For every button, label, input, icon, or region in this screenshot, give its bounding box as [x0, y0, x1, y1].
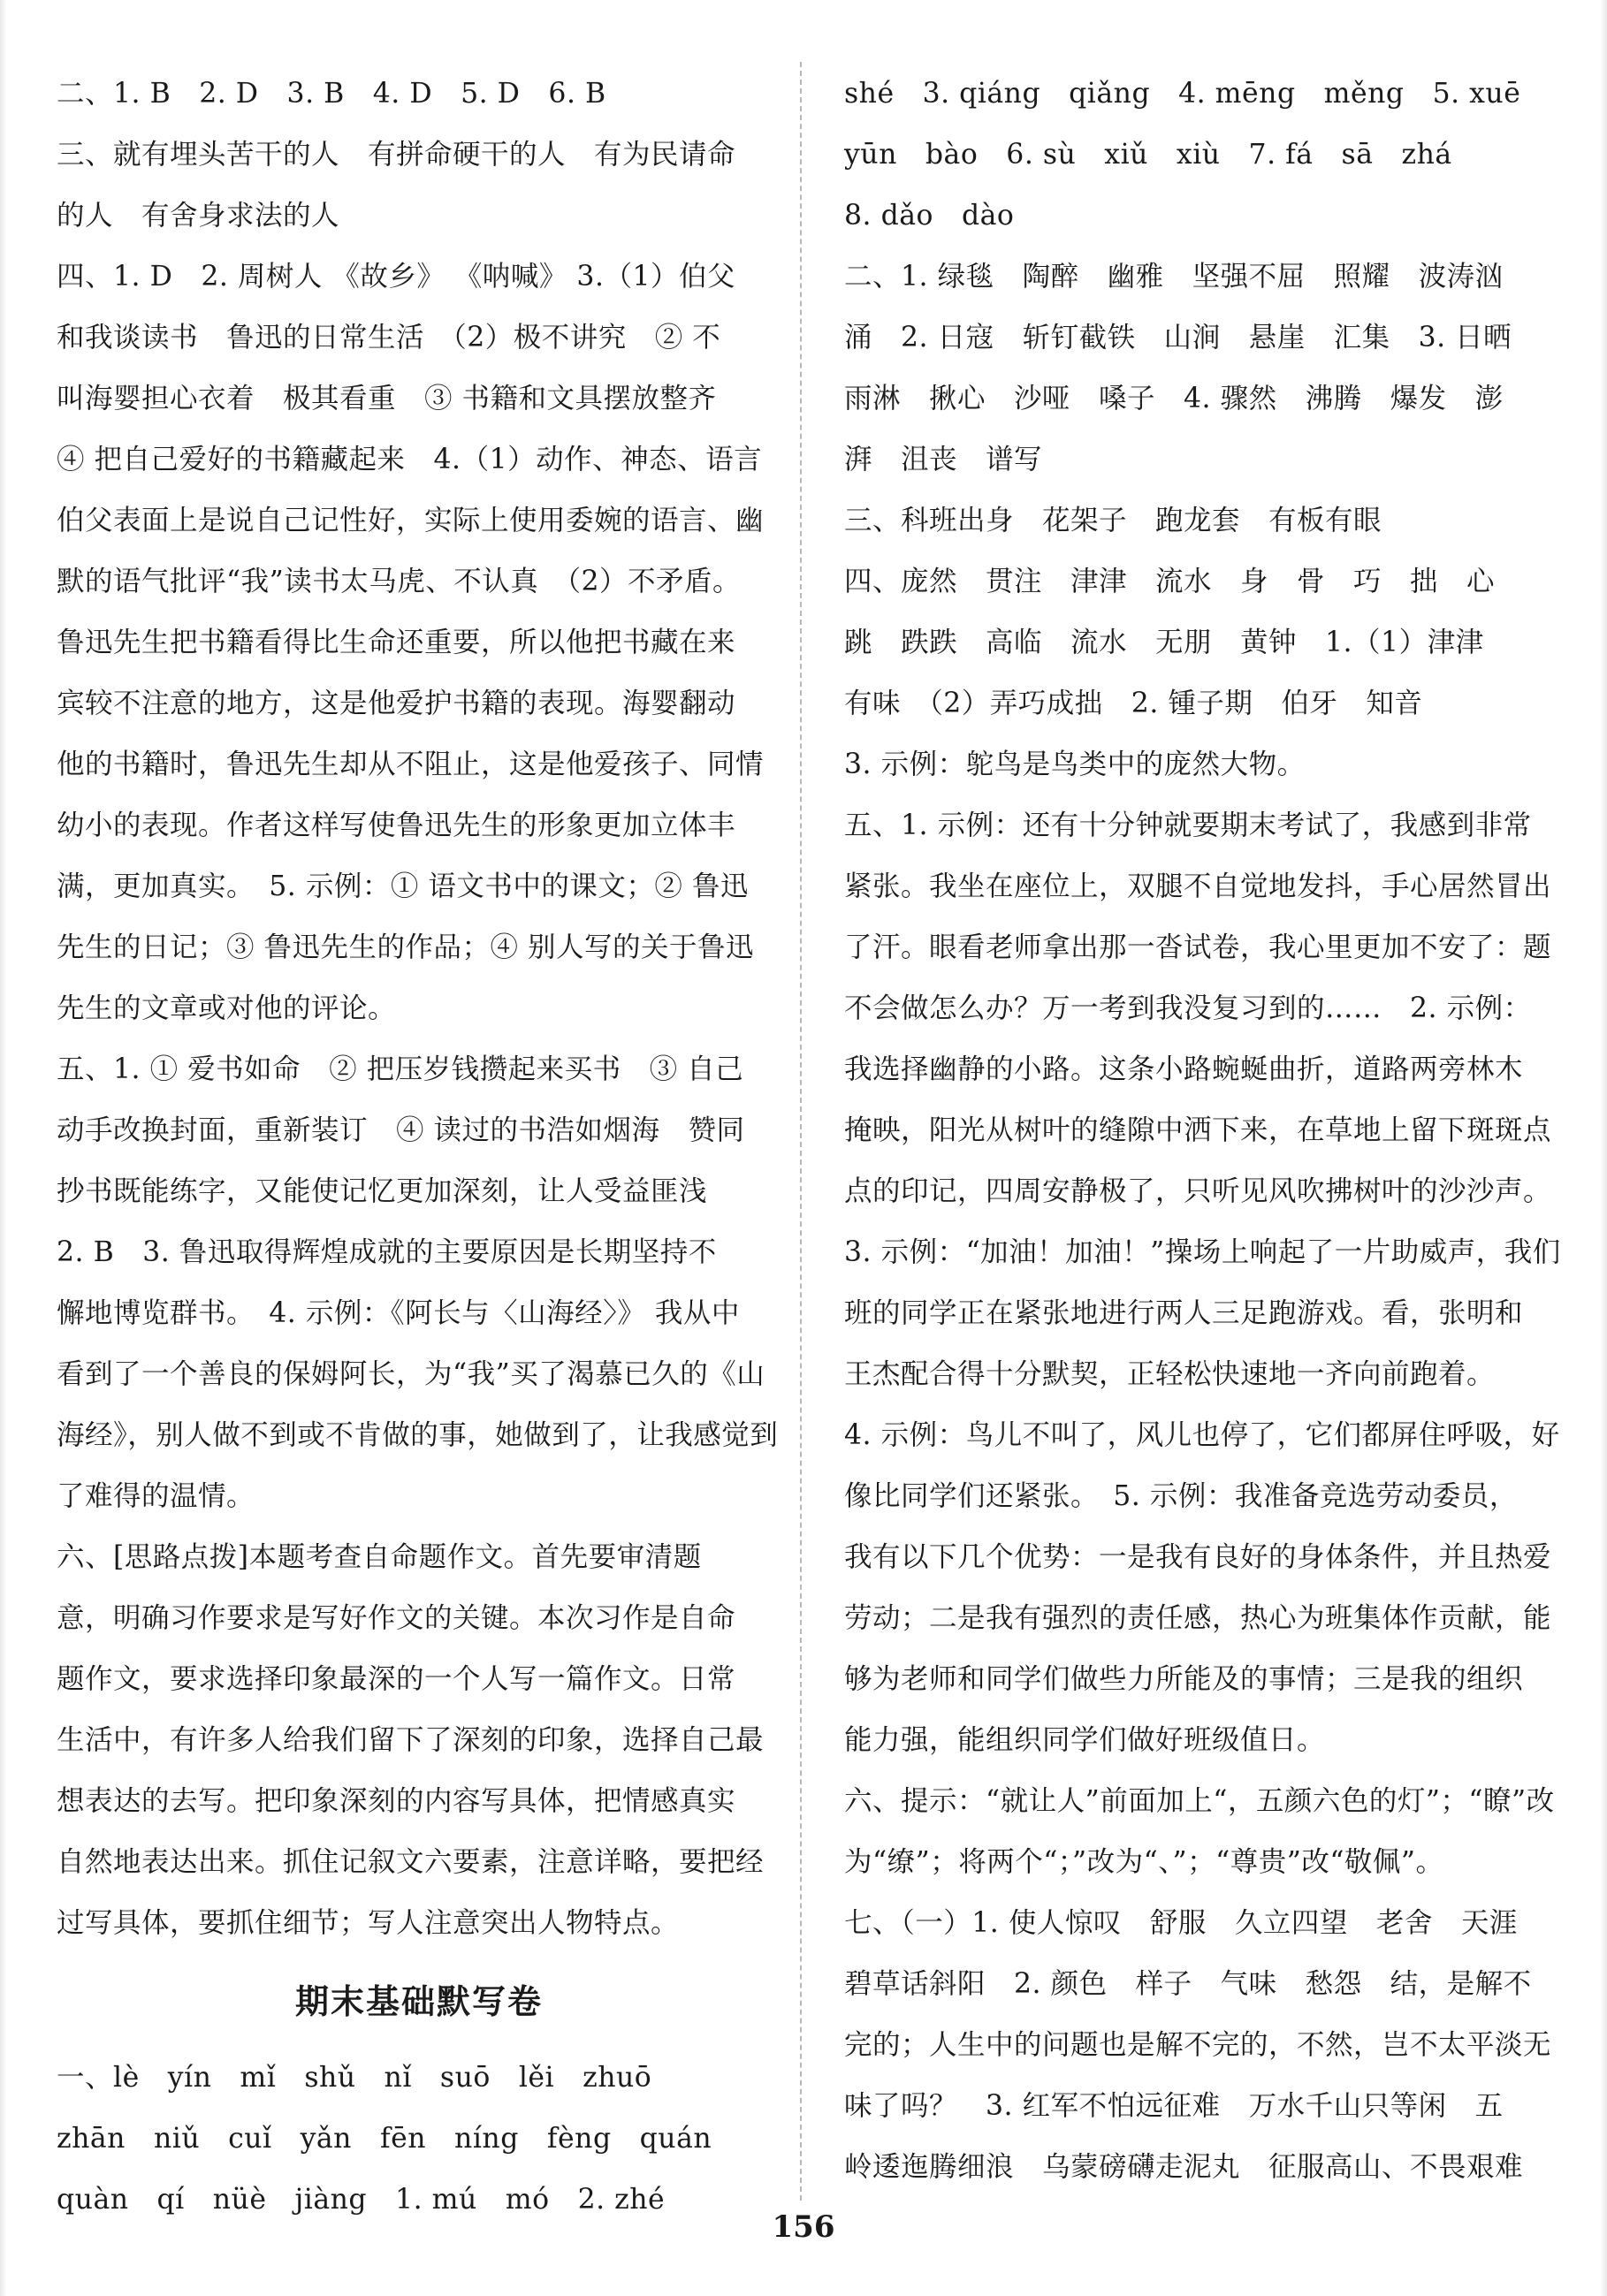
text-line: 五、1. 示例：还有十分钟就要期末考试了，我感到非常: [844, 810, 1532, 841]
right-column-answers: [844, 64, 1569, 2198]
page-edge-shadow-right: [1600, 0, 1607, 2296]
text-line: 2. B 3. 鲁迅取得辉煌成就的主要原因是长期坚持不: [57, 1236, 717, 1268]
text-line: 像比同学们还紧张。 5. 示例：我准备竞选劳动委员，: [844, 1480, 1518, 1512]
text-line: 完的；人生中的问题也是解不完的，不然，岂不太平淡无: [844, 2029, 1552, 2061]
text-line: 了难得的温情。: [57, 1480, 255, 1512]
text-line: 岭逶迤腾细浪 乌蒙磅礴走泥丸 征服高山、不畏艰难: [844, 2151, 1524, 2183]
text-line: 一、lè yín mǐ shǔ nǐ suō lěi zhuō: [57, 2062, 652, 2094]
text-line: 抄书既能练字，又能使记忆更加深刻，让人受益匪浅: [57, 1175, 708, 1207]
column-divider: [800, 62, 802, 2201]
text-line: 二、1. 绿毯 陶醉 幽雅 坚强不屈 照耀 波涛汹: [844, 261, 1504, 293]
text-line: 3. 示例：“加油！加油！”操场上响起了一片助威声，我们: [844, 1236, 1561, 1268]
text-line: 能力强，能组织同学们做好班级值日。: [844, 1724, 1326, 1756]
text-line: 叫海婴担心衣着 极其看重 ③ 书籍和文具摆放整齐: [57, 383, 717, 414]
right-column: [844, 64, 1569, 2198]
text-line: 过写具体，要抓住细节；写人注意突出人物特点。: [57, 1907, 680, 1939]
text-line: 我有以下几个优势：一是我有良好的身体条件，并且热爱: [844, 1541, 1552, 1573]
text-line: 幼小的表现。作者这样写使鲁迅先生的形象更加立体丰: [57, 810, 736, 841]
text-line: 先生的日记；③ 鲁迅先生的作品；④ 别人写的关于鲁迅: [57, 931, 755, 963]
text-line: 伯父表面上是说自己记性好，实际上使用委婉的语言、幽: [57, 505, 765, 536]
text-line: 动手改换封面，重新装订 ④ 读过的书浩如烟海 赞同: [57, 1114, 745, 1146]
text-line: 涌 2. 日寇 斩钉截铁 山涧 悬崖 汇集 3. 日晒: [844, 322, 1512, 354]
text-line: 七、（一）1. 使人惊叹 舒服 久立四望 老舍 天涯: [844, 1907, 1518, 1939]
text-line: 点的印记，四周安静极了，只听见风吹拂树叶的沙沙声。: [844, 1175, 1552, 1207]
text-line: 四、1. D 2. 周树人 《故乡》 《呐喊》 3.（1）伯父: [57, 261, 736, 293]
text-line: 生活中，有许多人给我们留下了深刻的印象，选择自己最: [57, 1724, 765, 1756]
text-line: 六、提示：“就让人”前面加上“，五颜六色的灯”；“瞭”改: [844, 1785, 1555, 1817]
text-line: 默的语气批评“我”读书太马虎、不认真 （2）不矛盾。: [57, 566, 742, 597]
text-line: 了汗。眼看老师拿出那一沓试卷，我心里更加不安了：题: [844, 931, 1552, 963]
text-line: 有味 （2）弄巧成拙 2. 锺子期 伯牙 知音: [844, 688, 1423, 719]
text-line: 不会做怎么办？万一考到我没复习到的…… 2. 示例：: [844, 992, 1532, 1024]
text-line: 班的同学正在紧张地进行两人三足跑游戏。看，张明和: [844, 1297, 1524, 1329]
text-line: 8. dǎo dào: [844, 200, 1015, 232]
text-line: 3. 示例：鸵鸟是鸟类中的庞然大物。: [844, 749, 1306, 780]
text-line: shé 3. qiáng qiǎng 4. mēng měng 5. xuē: [844, 78, 1521, 110]
text-line: 他的书籍时，鲁迅先生却从不阻止，这是他爱孩子、同情: [57, 749, 765, 780]
text-line: 4. 示例：鸟儿不叫了，风儿也停了，它们都屏住呼吸，好: [844, 1419, 1560, 1451]
text-line: 跳 跌跌 高临 流水 无朋 黄钟 1.（1）津津: [844, 627, 1484, 658]
text-line: 六、[思路点拨]本题考查自命题作文。首先要审清题: [57, 1541, 702, 1573]
text-line: 劳动；二是我有强烈的责任感，热心为班集体作贡献，能: [844, 1602, 1552, 1634]
text-line: 紧张。我坐在座位上，双腿不自觉地发抖，手心居然冒出: [844, 871, 1552, 902]
text-line: zhān niǔ cuǐ yǎn fēn níng fèng quán: [57, 2123, 712, 2155]
left-column: [57, 64, 781, 2231]
text-line: 二、1. B 2. D 3. B 4. D 5. D 6. B: [57, 78, 606, 110]
text-line: 懈地博览群书。 4. 示例：《阿长与〈山海经〉》 我从中: [57, 1297, 740, 1329]
text-line: 想表达的去写。把印象深刻的内容写具体，把情感真实: [57, 1785, 736, 1817]
text-line: yūn bào 6. sù xiǔ xiù 7. fá sā zhá: [844, 139, 1452, 171]
text-line: 我选择幽静的小路。这条小路蜿蜒曲折，道路两旁林木: [844, 1053, 1524, 1085]
text-line: 满，更加真实。 5. 示例：① 语文书中的课文；② 鲁迅: [57, 871, 749, 902]
text-line: 雨淋 揪心 沙哑 嗓子 4. 骤然 沸腾 爆发 澎: [844, 383, 1504, 414]
text-line: 的人 有舍身求法的人: [57, 200, 340, 232]
text-line: 看到了一个善良的保姆阿长，为“我”买了渴慕已久的《山: [57, 1358, 765, 1390]
page-number: 156: [772, 2209, 835, 2245]
text-line: 湃 沮丧 谱写: [844, 444, 1043, 475]
left-column-answers: [57, 64, 781, 1954]
text-line: 为“缭”；将两个“；”改为“、”；“尊贵”改“敬佩”。: [844, 1846, 1444, 1878]
text-line: 掩映，阳光从树叶的缝隙中洒下来，在草地上留下斑斑点: [844, 1114, 1552, 1146]
text-line: 宾较不注意的地方，这是他爱护书籍的表现。海婴翻动: [57, 688, 736, 719]
text-line: 王杰配合得十分默契，正轻松快速地一齐向前跑着。: [844, 1358, 1496, 1390]
text-line: 三、就有埋头苦干的人 有拼命硬干的人 有为民请命: [57, 139, 736, 171]
text-line: 碧草话斜阳 2. 颜色 样子 气味 愁怨 结，是解不: [844, 1968, 1532, 2000]
text-line: 鲁迅先生把书籍看得比生命还重要，所以他把书藏在来: [57, 627, 736, 658]
text-line: 够为老师和同学们做些力所能及的事情；三是我的组织: [844, 1663, 1524, 1695]
section-title: 期末基础默写卷: [294, 1982, 543, 2021]
text-line: 五、1. ① 爱书如命 ② 把压岁钱攒起来买书 ③ 自己: [57, 1053, 744, 1085]
text-line: ④ 把自己爱好的书籍藏起来 4.（1）动作、神态、语言: [57, 444, 763, 475]
left-column-pinyin-answers: [57, 2048, 781, 2231]
text-line: 自然地表达出来。抓住记叙文六要素，注意详略，要把经: [57, 1846, 765, 1878]
text-line: 海经》，别人做不到或不肯做的事，她做到了，让我感觉到: [57, 1419, 779, 1451]
text-line: 先生的文章或对他的评论。: [57, 992, 397, 1024]
text-line: 三、科班出身 花架子 跑龙套 有板有眼: [844, 505, 1382, 536]
text-line: 题作文，要求选择印象最深的一个人写一篇作文。日常: [57, 1663, 736, 1695]
text-line: 和我谈读书 鲁迅的日常生活 （2）极不讲究 ② 不: [57, 322, 721, 354]
text-line: quàn qí nüè jiàng 1. mú mó 2. zhé: [57, 2184, 666, 2216]
text-line: 四、庞然 贯注 津津 流水 身 骨 巧 拙 心: [844, 566, 1496, 597]
text-line: 意，明确习作要求是写好作文的关键。本次习作是自命: [57, 1602, 736, 1634]
page-edge-shadow-left: [0, 0, 7, 2296]
text-line: 味了吗？ 3. 红军不怕远征难 万水千山只等闲 五: [844, 2090, 1504, 2122]
